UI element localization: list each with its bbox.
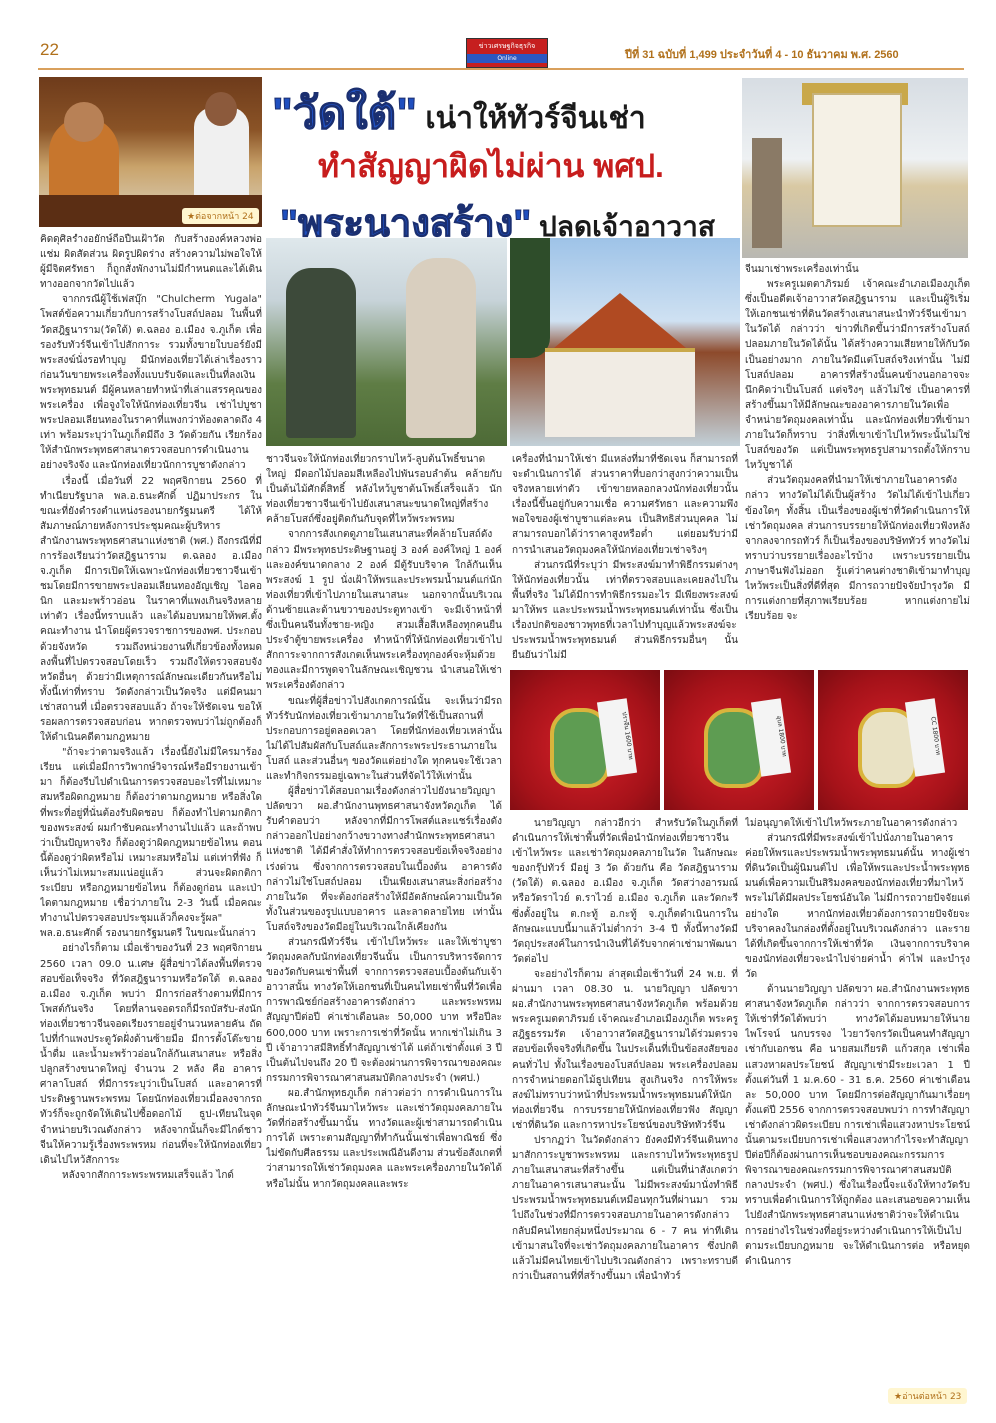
masthead-logo <box>466 38 548 68</box>
headline-line-1 <box>272 78 646 148</box>
shrine-pavilion <box>812 93 902 227</box>
amulet-price-tag: ปราจีน 1600 บาท <box>597 698 637 776</box>
article-column-1 <box>40 232 262 1400</box>
paragraph: จากกรณีผู้ใช้เฟสบุ๊ก "Chulcherm Yugala" โพสต์ข้อความเกี่ยวกับการสร้างโบสถ์ปลอม ในพื้นที่วัดสฎิฐนาราม(วัดใต้) ต.ฉลอง อ.เมือง จ.ภูเก็ต เพื่อรองรับทัวร์จีนเข้าไปสักการะ รวมทั้งขายใบบอร์ยังมีพระสงฆ์นั่งรอทำบุญ มีนักท่องเที่ยวได้เล่าเรื่องราว ก่อนวันขายพระเครื่องทั้งแบบรับจัดและเป็นที่ลงเงินพระพุทธมนต์ มีผู้คนหลายทำหน้าที่เล่าแสรรคุณของพระเครื่อง เพื่อจูงใจให้นักท่องเที่ยวจีน เช่าไปบูชาพระปลอมเลียนทองในราคาที่แพงกว่าท้องตลาดถึง 4 เท่า พร้อมระบุว่าในภูเก็ตมีถึง 3 วัดด้วยกัน เรียกร้องให้สำนักพระพุทธศาสนาตรวจสอบการดำเนินงานอย่างจริงจัง และนักท่องเที่ยวนักการบูชาดังกล่าว <box>40 294 262 472</box>
paragraph: จากการสังเกตดูภายในเสนาสนะที่คล้ายโบสถ์ดังกล่าว มีพระพุทธประดิษฐานอยู่ 3 องค์ องค์ใหญ่ 1 องค์ และองค์ขนาดกลาง 2 องค์ มีตู้รับบริจาค ใกล้กันเห็นพระสงฆ์ 1 รูป นั่งเฝ้าให้พรและประพรมน้ำมนต์แก่นักท่องเที่ยวที่เข้าไปภายในเสนาสนะ นอกจากนั้นบริเวณด้านซ้ายและด้านขวาของประตูทางเข้า จะมีเจ้าหน้าที่ซึ่งเป็นคนจีนทั้งชาย-หญิง สวมเสื้อสีเหลืองทุกคนยืนประจำตู้ขายพระเครื่อง ทำหน้าที่ให้นักท่องเที่ยวเข้าไปสักการะจากการสังเกตเห็นพระเครื่องทุกองค์จะหุ้มด้วยทองและมีการพูดจาในลักษณะเชิญชวน นำเสนอให้เช่าพระเครื่องดังกล่าว <box>266 529 502 692</box>
continue-to-label: อ่านต่อหน้า 23 <box>902 1392 962 1402</box>
paragraph: จะอย่างไรก็ตาม ล่าสุดเมื่อเช้าวันที่ 24 พ.ย. ที่ผ่านมา เวลา 08.30 น. นายวิญญา ปลัดขวา ผอ.สำนักงานพระพุทธศาสนาจังหวัดภูเก็ต พร้อมด้วย พระครูเมตตาภิรมย์ เจ้าคณะอำเภอเมืองภูเก็ต พระครูสฎิฐธรรมรัต เจ้าอาวาสวัดสฎิฐนารามได้ร่วมตรวจสอบข้อเท็จจริงที่เกิดขึ้น ในประเด็นที่เป็นข้อสงสัยของคนทั่วไป ทั้งในเรื่องของโบสถ์ปลอม พระเครื่องปลอม การจำหน่ายดอกไม้ธูปเทียน สูงเกินจริง การให้พระสงฆ์ไม่ทราบว่าหน้าที่ประพรมน้ำพระพุทธมนต์ให้นักท่องเที่ยวจีน การบรรยายให้นักท่องเที่ยวฟัง สัญญาเช่าที่ดินวัด และการหาประโยชน์ของบริษัททัวร์จีน <box>512 968 738 1131</box>
paragraph: ไม่อนุญาตให้เข้าไปไหว้พระภายในอาคารดังกล่าว <box>745 818 958 829</box>
photo-temple-hall <box>510 238 740 446</box>
statue-dark <box>286 268 356 438</box>
amulet-photo <box>664 670 814 810</box>
amulet-price-tag: อุบล 1800 บาท <box>751 698 791 776</box>
official-head <box>205 92 237 126</box>
photo-monk-and-official <box>39 77 262 227</box>
headline-highlight-1: "วัดใต้" <box>272 89 418 138</box>
paragraph: ส่วนกรณีที่ระบุว่า มีพระสงฆ์มาทำพิธีกรรมต่างๆ ให้นักท่องเที่ยวนั้น เท่าที่ตรวจสอบและเคยลงไปในพื้นที่จริง ไม่ได้มีการทำพิธีกรรมอะไร มีเพียงพระสงฆ์มาให้พร และประพรมน้ำพระพุทธมนต์เท่านั้น ซึ่งเป็นเรื่องปกติของชาวพุทธที่เวลาไปทำบุญแล้วพระสงฆ์จะประพรมน้ำพระพุทธมนต์ ส่วนพิธีกรรมอื่นๆ นั้น ยืนยันว่าไม่มี <box>512 559 738 662</box>
statue-guardian <box>406 258 476 438</box>
article-column-3 <box>512 452 738 664</box>
header-divider <box>38 68 964 70</box>
paragraph: ผอ.สำนักพุทธภูเก็ต กล่าวต่อว่า การดำเนินการในลักษณะนำทัวร์จีนมาไหว้พระ และเช่าวัตถุมงคลภายในวัดที่ก่อสร้างขึ้นมานั้น ทางวัดและผู้เช่าสามารถดำเนินการได้ เพราะตามสัญญาที่ทำกันนั้นเช่าเพื่อพาณิชย์ ซึ่งไม่ขัดกับศีลธรรม และประเพณีอันดีงาม ส่วนข้อสังเกตที่ว่าสามารถให้เช่าวัตถุมงคล และพระเครื่องภายในวัดได้หรือไม่นั้น หากวัตถุมงคลและพระ <box>266 1087 502 1190</box>
paragraph: หลังจากสักการะพระพรหมเสร็จแล้ว ไกด์ <box>62 1169 234 1181</box>
tree <box>510 238 550 358</box>
paragraph: ผู้สื่อข่าวได้สอบถามเรื่องดังกล่าวไปยังนายวิญญา ปลัดขวา ผอ.สำนักงานพุทธศาสนาจังหวัดภูเก็ต ได้รับคำตอบว่า หลังจากที่มีการโพสต์และแชร์เรื่องดังกล่าวออกไปอย่างกว้างขวางทางสำนักพระพุทธศาสนาแห่งชาติ ได้มีคำสั่งให้ทำการตรวจสอบข้อเท็จจริงอย่างเร่งด่วน ซึ่งจากการตรวจสอบในเบื้องต้น อาคารดังกล่าวไม่ใช่โบสถ์ปลอม เป็นเพียงเสนาสนะสิ่งก่อสร้างภายในวัด ที่จะต้องก่อสร้างให้มีอัตลักษณ์ความเป็นวัด ทั้งในส่วนของรูปแบบอาคาร และลาดลายไทย เท่านั้น โบสถ์จริงของวัดมีอยู่ในบริเวณใกล้เคียงกัน <box>266 786 502 933</box>
paragraph: จีนมาเช่าพระเครื่องเท่านั้น <box>745 264 859 275</box>
article-column-6 <box>745 816 970 1352</box>
paragraph: ด้านนายวิญญา ปลัดขวา ผอ.สำนักงานพระพุทธศาสนาจังหวัดภูเก็ต กล่าวว่า จากการตรวจสอบการให้เช่าที่วัดได้พบว่า ทางวัดได้มอบหมายให้นายไพโรจน์ นกบรรจง ไวยาวัจกรวัดเป็นคนทำสัญญาเช่ากับเอกชน คือ นายสมเกียรติ แก้วสกุล เช่าเพื่อแสวงหาผลประโยชน์ สัญญาเช่ามีระยะเวลา 1 ปี ตั้งแต่วันที่ 1 ม.ค.60 - 31 ธ.ค. 2560 ค่าเช่าเดือนละ 50,000 บาท โดยมีการต่อสัญญากันมาเรื่อยๆ ตั้งแต่ปี 2556 จากการตรวจสอบพบว่า การทำสัญญาเช่าดังกล่าวผิดระเบียบ การเช่าเพื่อแสวงหาประโยชน์นั้นตามระเบียบการเช่าเพื่อแสวงหากำไรจะทำสัญญาปีต่อปีก็ต้องผ่านการเห็นชอบของคณะกรรมการพิจารณาของคณะกรรมการพิจารณาศาสนสมบัติกลางประจำ (พศป.) ซึ่งในเรื่องนี้จะแจ้งให้ทางวัดรับทราบเพื่อดำเนินการให้ถูกต้อง และเสนอขอความเห็นไปยังสำนักพระพุทธศาสนาแห่งชาติว่าจะให้ดำเนินการอย่างไรในช่วงที่อยู่ระหว่างดำเนินการให้เป็นไปตามระเบียบกฎหมาย จะให้ดำเนินการต่อ หรือหยุดดำเนินการ <box>745 984 970 1267</box>
paragraph: ชาวจีนจะให้นักท่องเที่ยวกราบไหว้-ลูบต้นโพธิ์ขนาดใหญ่ มีดอกไม้ปลอมสีเหลืองไปพันรอบลำต้น คล้ายกับเป็นต้นไม้ศักดิ์สิทธิ์ หลังไหว้บูชาต้นโพธิ์เสร็จแล้ว นักท่องเที่ยวชาวจีนเข้าไปยังเสนาสนะขนาดใหญ่ที่สร้างคล้ายโบสถ์ซึ่งอยู่ติดกันกับจุดที่ไหว้พระพรหม <box>266 454 502 526</box>
article-column-5 <box>512 816 738 1408</box>
amulet-price-tag: CC 1800 บาท <box>905 698 945 776</box>
photo-temple-statues <box>266 238 507 446</box>
issue-line: ปีที่ 31 ฉบับที่ 1,499 ประจำวันที่ 4 - 10 ธันวาคม พ.ศ. 2560 <box>625 49 899 61</box>
paragraph: พระครูเมตตาภิรมย์ เจ้าคณะอำเภอเมืองภูเก็ต ซึ่งเป็นอดีตเจ้าอาวาสวัดสฎิฐนาราม และเป็นผู้ริเริ่มให้เอกชนเช่าที่ดินวัดสร้างเสนาสนะนำทัวร์จีนเข้ามาในวัดได้ กล่าวว่า ข่าวที่เกิดขึ้นว่ามีการสร้างโบสถ์ปลอมภายในวัดได้นั้น ได้สร้างความเสียหายให้กับวัดเป็นอย่างมาก ภายในวัดมีแต่โบสถ์จริงเท่านั้น ไม่มีโบสถ์ปลอม อาคารที่สร้างนั้นคนข้างนอกอาจจะนึกคิดว่าเป็นโบสถ์ แต่จริงๆ แล้วไม่ใช่ เป็นอาคารที่สร้างขึ้นมาให้มีลักษณะของอาคารภายในวัดเพื่อจำหน่ายวัตถุมงคลเท่านั้น และนักท่องเที่ยวที่เข้ามาภายในวัดก็ทราบ ว่าสิ่งที่เขาเข้าไปไหว้พระนั้นไม่ใช่โบสถ์ของวัด แต่เป็นพระพุทธรูปสามารถตั้งให้กราบไหว้บูชาได้ <box>745 279 970 472</box>
paragraph: นายวิญญา กล่าวอีกว่า สำหรับวัดในภูเก็ตที่ดำเนินการให้เช่าพื้นที่วัดเพื่อนำนักท่องเที่ยวชาวจีนเข้าไหว้พระ และเช่าวัตถุมงคลภายในวัด ในลักษณะของกรุ๊ปทัวร์ มีอยู่ 3 วัด ด้วยกัน คือ วัดสฎิฐนาราม (วัดใต้) ต.ฉลอง อ.เมือง จ.ภูเก็ต วัดสว่างอารมณ์ หรือวัดราไวย์ ต.ราไวย์ อ.เมือง จ.ภูเก็ต และวัดกะรี ซึ่งตั้งอยู่ใน ต.กะทู้ อ.กะทู้ จ.ภูเก็ตดำเนินการในลักษณะแบบนี้มาแล้วไม่ต่ำกว่า 3-4 ปี ทั้งนี้ทางวัดมีวัตถุประสงค์ในการนำเงินที่ได้รับจากค่าเช่ามาพัฒนาวัดต่อไป <box>512 818 738 965</box>
paragraph: ส่วนกรณีที่มีพระสงฆ์เข้าไปนั่งภายในอาคาร ค่อยให้พรและประพรมน้ำพระพุทธมนต์นั้น ทางผู้เช่าที่ดินวัดเป็นผู้นิมนต์ไป เพื่อให้พรและประน้ำพระพุทธมนต์เพื่อความเป็นสิริมงคลของนักท่องเที่ยวที่มาไหว้พระไม่ได้มีผลประโยชน์อันใด ไม่มีการถวายปัจจัยแต่อย่างใด หากนักท่องเที่ยวต้องการถวายปัจจัยจะบริจาคลงในกล่องที่ตั้งอยู่ในบริเวณดังกล่าว และรายได้ที่เกิดขึ้นจากการให้เช่าที่วัด เงินจากการบริจาคของนักท่องเที่ยวจะนำไปจ่ายค่าน้ำ ค่าไฟ และบำรุงวัด <box>745 833 970 980</box>
headline-line-2: ทำสัญญาผิดไม่ผ่าน พศป. <box>318 148 664 184</box>
amulet-photo-strip <box>510 670 968 810</box>
photo-brahma-shrine <box>742 78 968 258</box>
headline-highlight-3: "พระนางสร้าง" <box>280 203 532 245</box>
masthead-subtitle: Online <box>467 54 547 63</box>
page-number: 22 <box>40 40 59 59</box>
continue-from-label: ต่อจากหน้า 24 <box>195 212 254 222</box>
star-icon: ★ <box>187 212 196 222</box>
continue-to-badge[interactable] <box>888 1388 967 1404</box>
continue-from-badge[interactable] <box>182 208 259 224</box>
paragraph: เรื่องนี้ เมื่อวันที่ 22 พฤศจิกายน 2560 ที่ทำเนียบรัฐบาล พล.อ.ธนะศักดิ์ ปฏิมาประกร ในขณะที่ยังดำรงตำแหน่งรองนายกรัฐมนตรี ได้ให้สัมภาษณ์ภายหลังการประชุมคณะผู้บริหารสำนักงานพระพุทธศาสนาแห่งชาติ (พศ.) ถึงกรณีที่มีการร้องเรียนว่าวัดสฎิฐนาราม ต.ฉลอง อ.เมือง จ.ภูเก็ต มีการเปิดให้เฉพาะนักท่องเที่ยวชาวจีนเข้าชมโดยมีการขายพระปลอมเลียนทองอัญเชิญ ไอคอนิก และมะพร้าวอ่อน ในราคาที่แพงเกินจริงหลายเท่าตัว เรื่องนี้ทราบแล้ว และได้มอบหมายให้พศ.ตั้งคณะทำงาน นำโดยผู้ตรวจราชการของพศ. ประกอบด้วยจังหวัด รวมถึงหน่วยงานที่เกี่ยวข้องทั้งหมด ลงพื้นที่ไปตรวจสอบโดยเร็ว รวมถึงให้ตรวจสอบจังหวัดอื่นๆ ด้วยว่ามีเหตุการณ์ลักษณะเดียวกันหรือไม่ ทั้งนี้เท่าที่ทราบ วัดดังกล่าวเป็นวัดจริง แต่มีคนมาเช่าสถานที่ เมื่อตรวจสอบแล้ว ถ้าจะให้ชัดเจน ขอให้รอผลการตรวจสอบก่อน หากตรวจพบว่าไม่ถูกต้องก็ให้ดำเนินคดีตามกฎหมาย <box>40 475 262 744</box>
star-icon: ★ <box>894 1392 903 1402</box>
paragraph: เครื่องที่นำมาให้เช่า มีแหล่งที่มาที่ชัดเจน ก็สามารถที่จะดำเนินการได้ ส่วนราคาที่บอกว่าสูงกว่าความเป็นจริงหลายเท่าตัว เข้าขายหลอกลวงนักท่องเที่ยวนั้น เรื่องนี้ขึ้นอยู่กับความเชื่อ ความศรัทธา และความพึงพอใจของผู้เช่าบูชาแต่ละคน เป็นสิทธิส่วนบุคคล ไม่สามารถบอกได้ว่าราคาสูงหรือต่ำ แต่ยอมรับว่ามีการนำเสนอวัตถุมงคลให้นักท่องเที่ยวเช่าจริงๆ <box>512 454 738 556</box>
paragraph: ส่วนวัตถุมงคลที่นำมาให้เช่าภายในอาคารดังกล่าว ทางวัดไม่ได้เป็นผู้สร้าง วัดไม่ได้เข้าไปเกี่ยวข้องใดๆ ทั้งสิ้น เป็นเรื่องของผู้เช่าที่วัดดำเนินการให้เช่าวัตถุมงคล ส่วนการบรรยายให้นักท่องเที่ยวฟังหลังจากลงจากรถทัวร์ ก็เป็นเรื่องของบริษัททัวร์ ทางวัดไม่ทราบว่าบรรยายเรื่องอะไรบ้าง เพราะบรรยายเป็นภาษาจีนฟังไม่ออก รู้แต่ว่าคนต่างชาติเข้ามาทำบุญไหว้พระเป็นสิ่งที่ดีที่สุด มีการถวายปัจจัยบำรุงวัด มีการแต่งกายที่สุภาพเรียบร้อย หากแต่งกายไม่เรียบร้อย จะ <box>745 475 970 623</box>
paragraph: ขณะที่ผู้สื่อข่าวไปสังเกตการณ์นั้น จะเห็นว่ามีรถทัวร์รับนักท่องเที่ยวเข้ามาภายในวัดที่ใช้เป็นสถานที่ประกอบการอยู่ตลอดเวลา โดยที่นักท่องเที่ยวเหล่านั้น ไม่ได้ไปสัมผัสกับโบสถ์และสักการะพระประธานภายในโบสถ์ และส่วนอื่นๆ ของวัดแต่อย่างใด ทุกคนจะใช้เวลา และทำกิจกรรมอยู่เฉพาะในส่วนที่จัดไว้ให้เท่านั้น <box>266 695 502 782</box>
paragraph: ส่วนกรณีทัวร์จีน เข้าไปไหว้พระ และให้เช่าบูชาวัตถุมงคลกับนักท่องเที่ยวจีนนั้น เป็นการบริหารจัดการของวัดกับคนเช่าพื้นที่ จากการตรวจสอบเบื้องต้นกับเจ้าอาวาสนั้น ทางวัดให้เอกชนที่เป็นคนไทยเช่าพื้นที่วัดเพื่อการพาณิชย์ก่อสร้างอาคารดังกล่าว และพระพรหม สัญญาปีต่อปี ค่าเช่าเดือนละ 50,000 บาท หรือปีละ 600,000 บาท เพราะการเช่าที่วัดนั้น หากเช่าไม่เกิน 3 ปี เจ้าอาวาสมีสิทธิ์ทำสัญญาเช่าได้ แต่ถ้าเช่าตั้งแต่ 3 ปี เป็นต้นไปจนถึง 20 ปี จะต้องผ่านการพิจารณาของคณะกรรมการพิจารณาศาสนสมบัติกลางประจำ (พศป.) <box>266 937 502 1084</box>
temple-building <box>545 348 695 437</box>
amulet-photo <box>510 670 660 810</box>
paragraph: อย่างไรก็ตาม เมื่อเช้าของวันที่ 23 พฤศจิกายน 2560 เวลา 09.0 น.เศษ ผู้สื่อข่าวได้ลงพื้นที่ตรวจสอบข้อเท็จจริง ที่วัดสฎิฐนารามหรือวัดใต้ ต.ฉลอง อ.เมือง จ.ภูเก็ต พบว่า มีการก่อสร้างตามที่มีการโพสต์กันจริง โดยที่ลานจอดรถก็มีรถบัสรับ-ส่งนักท่องเที่ยวชาวจีนจอดเรียงรายอยู่จำนวนหลายคัน ถัดไปที่กำแพงประตูวัดฝั่งด้านซ้ายมือ มีการตั้งโต๊ะขายน้ำดื่ม และน้ำมะพร้าวอ่อนใกล้กันเสนาสนะ หรือสิ่งปลูกสร้างขนาดใหญ่ จำนวน 2 หลัง คือ อาคารศาลาโบสถ์ ที่มีการระบุว่าเป็นโบสถ์ และอาคารที่ประดิษฐานพระพรหม โดยนักท่องเที่ยวเมื่อลงจากรถทัวร์ก็จะถูกจัดให้เดินไปซื้อดอกไม้ ธูป-เทียนในจุดจำหน่ายบริเวณดังกล่าว หลังจากนั้นก็จะมีไกด์ชาวจีนให้ความรู้เรื่องพระพรหม ก่อนที่จะให้นักท่องเที่ยวเดินไปไหว้สักการะ <box>40 943 262 1166</box>
monk-head <box>64 102 104 142</box>
shrine-pillar <box>752 138 782 248</box>
article-column-4 <box>745 262 970 662</box>
headline-text-3: ปลดเจ้าอาวาส <box>531 211 715 242</box>
paragraph: คิดดุศิลรำงอยักษ์ถือปืนเฝ้าวัด กับสร้างองค์หลวงพ่อแช่ม ผิดสัดส่วน ผิดรูปผิดร่าง สร้างความไม่พอใจให้ผู้มีจิตศรัทธา ก็ถูกสั่งพักงานไม่มีกำหนดและได้เดินทางออกจากวัดไปแล้ว <box>40 234 262 291</box>
amulet-photo <box>818 670 968 810</box>
headline-line-3 <box>280 192 715 253</box>
headline-text-1: เน่าให้ทัวร์จีนเช่า <box>417 102 646 135</box>
paragraph: ปรากฏว่า ในวัดดังกล่าว ยังคงมีทัวร์จีนเดินทางมาสักการะบูชาพระพรหม และกราบไหว้พระพุทธรูปภายในเสนาสนะที่สร้างขึ้น แต่เป็นที่น่าสังเกตว่า ภายในอาคารเสนาสนะนั้น ไม่มีพระสงฆ์มานั่งทำพิธีประพรมน้ำพระพุทธมนต์เหมือนทุกวันที่ผ่านมา รวมไปถึงในช่วงที่มีการตรวจสอบภายในอาคารดังกล่าว กลับมีคนไทยกลุ่มหนึ่งประมาณ 6 - 7 คน ท่าทีเดินเข้ามาสนใจที่จะเช่าวัตถุมงคลภายในอาคาร ซึ่งปกติแล้วไม่มีคนไทยเข้าไปบริเวณดังกล่าว เพราะทราบดีกว่าเป็นสถานที่ที่สร้างขึ้นมา เพื่อนำทัวร์ <box>512 1134 738 1282</box>
article-column-2 <box>266 452 502 1407</box>
masthead-title: ข่าวเศรษฐกิจธุรกิจ <box>478 42 536 50</box>
paragraph: "ถ้าจะว่าตามจริงแล้ว เรื่องนี้ยังไม่มีใครมาร้องเรียน แต่เมื่อมีการวิพากษ์วิจารณ์หรือมีรายงานเข้ามา ก็ต้องรีบไปดำเนินการตรวจสอบอะไรที่ไม่เหมาะสมหรือผิดกฎหมาย ก็ต้องว่าตามกฎหมาย หรือสิ่งใดที่พระที่อยู่ที่นั่นต้องรับผิดชอบ ก็ต้องทำไปตามกติกาของพระสงฆ์ ผมกำชับคณะทำงานไปแล้ว และถ้าพบว่าเป็นปัญหาจริง ก็ต้องดูว่าผิดกฎหมายข้อไหน ตอนนี้ต้องดูว่าผิดหรือไม่ เหมาะสมหรือไม่ แต่เท่าที่ฟัง ก็เห็นว่าไม่เหมาะสมแน่อยู่แล้ว ส่วนจะผิดกติกา ระเบียบ หรือกฎหมายข้อไหน ก็ต้องดูก่อน และเป่าไดตามกฎหมาย เชื่อว่าภายใน 2-3 วันนี้ เมื่อคณะทำงานไปตรวจสอบประชุมแล้วก็คงจะรู้ผล" พล.อ.ธนะศักดิ์ รองนายกรัฐมนตรี ในขณะนั้นกล่าว <box>40 747 262 940</box>
temple-roof <box>530 293 710 353</box>
